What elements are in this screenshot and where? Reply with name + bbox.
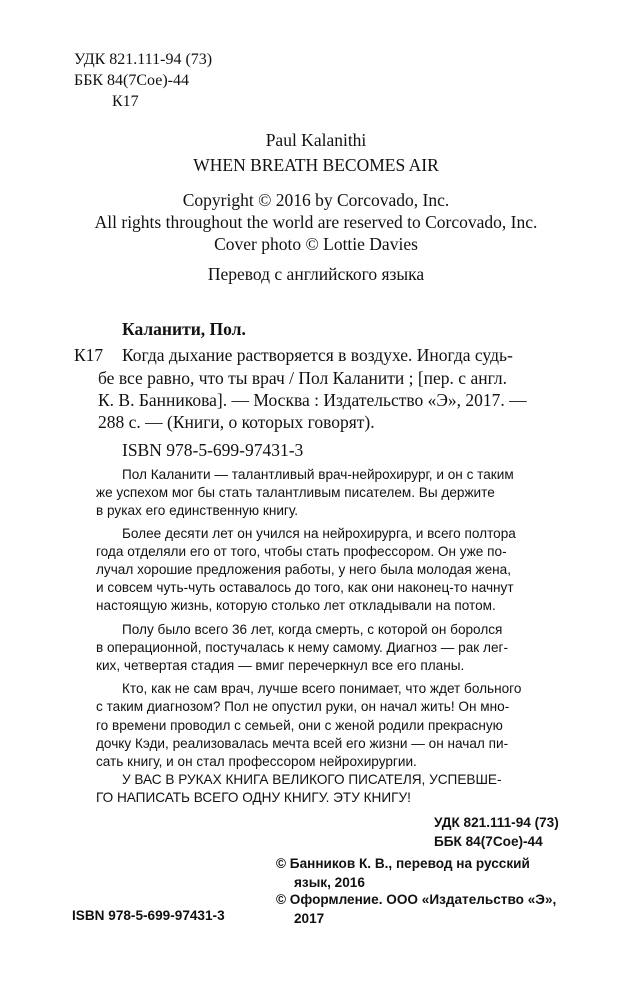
annotation-line: Полу было всего 36 лет, когда смерть, с которой он боролся bbox=[122, 621, 503, 637]
catalog-isbn: ISBN 978-5-699-97431-3 bbox=[122, 440, 304, 460]
annotation-paragraph bbox=[96, 466, 521, 521]
catalog-line-3: К. В. Банникова]. — Москва : Издательство «Э», 2017. — bbox=[98, 390, 527, 410]
udk-code-bottom: УДК 821.111-94 (73) bbox=[434, 815, 559, 830]
annotation-line: ких, четвертая стадия — вмиг перечеркнул все его планы. bbox=[96, 658, 465, 674]
design-copyright-line: 2017 bbox=[294, 910, 325, 926]
annotation-line: го времени проводил с семьей, они с женой родили прекрасную bbox=[96, 717, 503, 733]
original-author: Paul Kalanithi bbox=[265, 130, 367, 150]
annotation-line: настоящую жизнь, которую столько лет откладывали на потом. bbox=[96, 598, 496, 614]
design-copyright-line: © Оформление. ООО «Издательство «Э», bbox=[276, 892, 557, 907]
annotation-paragraph bbox=[96, 621, 521, 676]
annotation-line: же успехом мог бы стать талантливым писателем. Вы держите bbox=[96, 485, 495, 501]
translation-note: Перевод с английского языка bbox=[207, 264, 425, 284]
annotation-line: в руках его единственную книгу. bbox=[96, 503, 299, 519]
annotation bbox=[96, 466, 521, 808]
catalog-line-4: 288 с. — (Книги, о которых говорят). bbox=[98, 412, 375, 432]
annotation-line: У ВАС В РУКАХ КНИГА ВЕЛИКОГО ПИСАТЕЛЯ, УСПЕВШЕ- bbox=[122, 772, 502, 788]
annotation-line: с таким диагнозом? Пол не опустил руки, он начал жить! Он мно- bbox=[96, 699, 510, 715]
bbk-code-bottom: ББК 84(7Сое)-44 bbox=[434, 834, 543, 849]
design-copyright bbox=[276, 891, 556, 928]
catalog-code: К17 bbox=[74, 345, 104, 365]
catalog-author-heading: Каланити, Пол. bbox=[122, 319, 246, 339]
annotation-paragraph bbox=[96, 525, 521, 616]
annotation-line: ГО НАПИСАТЬ ВСЕГО ОДНУ КНИГУ. ЭТУ КНИГУ! bbox=[96, 790, 411, 806]
annotation-line: сать книгу, и он стал профессором нейрохирургии. bbox=[96, 754, 417, 770]
copyright-line-2: All rights throughout the world are reserved to Corcovado, Inc. bbox=[94, 212, 538, 232]
annotation-line: Более десяти лет он учился на нейрохирурга, и всего полтора bbox=[122, 525, 516, 541]
original-title: WHEN BREATH BECOMES AIR bbox=[193, 155, 439, 175]
catalog-line-2: бе все равно, что ты врач / Пол Каланити ; [пер. с англ. bbox=[98, 368, 507, 388]
copyright-line-3: Cover photo © Lottie Davies bbox=[214, 234, 418, 254]
annotation-line: года отделяли его от того, чтобы стать профессором. Он уже по- bbox=[96, 543, 507, 559]
author-sign-top: К17 bbox=[112, 93, 139, 110]
annotation-line: Пол Каланити — талантливый врач-нейрохирург, и он с таким bbox=[122, 467, 514, 482]
annotation-line: лучал хорошие предложения работы, у него была молодая жена, bbox=[96, 562, 512, 578]
annotation-line: Кто, как не сам врач, лучше всего понимает, что ждет больного bbox=[122, 681, 522, 697]
annotation-line: и совсем чуть-чуть оставалось до того, как они наконец-то начнут bbox=[96, 580, 514, 596]
annotation-line: дочку Кэди, реализовалась мечта всей его жизни — он начал пи- bbox=[96, 735, 509, 751]
catalog-line-1: Когда дыхание растворяется в воздухе. Иногда судь- bbox=[122, 345, 513, 365]
annotation-paragraph bbox=[96, 680, 521, 771]
translation-copyright-line: язык, 2016 bbox=[294, 874, 365, 890]
annotation-paragraph bbox=[96, 771, 521, 807]
translation-copyright bbox=[276, 855, 530, 892]
annotation-line: в операционной, постучалась к нему самому. Диагноз — рак лег- bbox=[96, 639, 508, 655]
translation-copyright-line: © Банников К. В., перевод на русский bbox=[276, 856, 530, 871]
bbk-code-top: ББК 84(7Сое)-44 bbox=[74, 72, 189, 89]
udk-code-top: УДК 821.111-94 (73) bbox=[74, 51, 213, 68]
copyright-line-1: Copyright © 2016 by Corcovado, Inc. bbox=[182, 190, 450, 210]
footer-isbn: ISBN 978-5-699-97431-3 bbox=[72, 908, 225, 923]
